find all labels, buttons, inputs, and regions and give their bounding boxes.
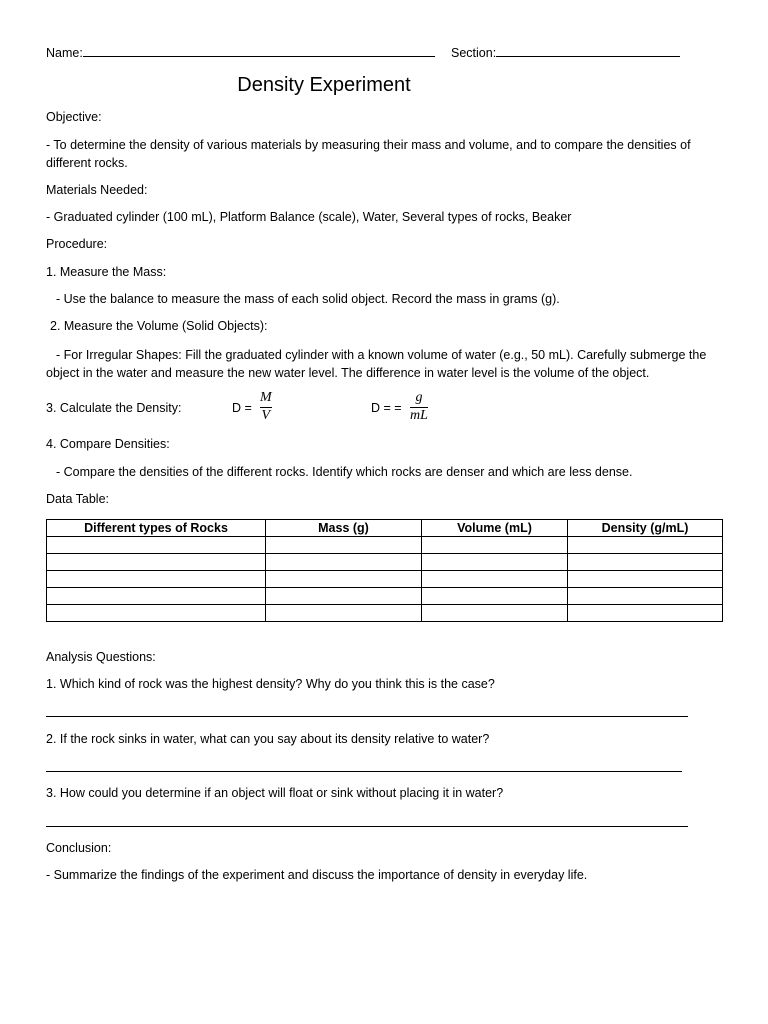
table-cell[interactable] xyxy=(47,571,266,588)
table-row xyxy=(47,571,723,588)
table-cell[interactable] xyxy=(568,537,723,554)
formula2-fraction xyxy=(410,391,428,423)
table-header-row xyxy=(47,520,723,537)
column-header: Density (g/mL) xyxy=(568,520,723,537)
materials-heading: Materials Needed: xyxy=(46,183,148,197)
table-cell[interactable] xyxy=(47,554,266,571)
step1-heading: 1. Measure the Mass: xyxy=(46,265,167,279)
table-cell[interactable] xyxy=(47,605,266,622)
table-cell[interactable] xyxy=(422,554,568,571)
formula2-lhs: D = = xyxy=(371,401,402,415)
question-1: 1. Which kind of rock was the highest density? Why do you think this is the case? xyxy=(46,677,495,691)
objective-text: - To determine the density of various materials by measuring their mass and volume, and to compare the densities of different rocks. xyxy=(46,138,691,170)
section-label: Section: xyxy=(451,46,497,60)
formula1-lhs: D = xyxy=(232,401,252,415)
table-cell[interactable] xyxy=(266,571,422,588)
objective-heading: Objective: xyxy=(46,110,102,124)
step2-text: - For Irregular Shapes: Fill the graduated cylinder with a known volume of water (e.g., 50 mL). Carefully submerge the object in the water and measure the new water level. The difference in water level is the volume of the object. xyxy=(46,348,707,380)
section-blank[interactable] xyxy=(496,44,680,57)
table-row xyxy=(47,554,723,571)
table-cell[interactable] xyxy=(266,554,422,571)
data-table xyxy=(46,519,723,622)
table-row xyxy=(47,588,723,605)
table-cell[interactable] xyxy=(568,588,723,605)
step3-heading: 3. Calculate the Density: xyxy=(46,401,182,415)
column-header: Different types of Rocks xyxy=(47,520,266,537)
data-table-heading: Data Table: xyxy=(46,492,110,506)
name-field[interactable] xyxy=(46,44,435,61)
analysis-heading: Analysis Questions: xyxy=(46,650,156,664)
answer-line-1[interactable] xyxy=(46,716,688,717)
formula2-numerator: g xyxy=(415,390,423,405)
table-cell[interactable] xyxy=(422,537,568,554)
table-cell[interactable] xyxy=(422,605,568,622)
materials-text: - Graduated cylinder (100 mL), Platform Balance (scale), Water, Several types of rocks, Beaker xyxy=(46,210,572,224)
table-cell[interactable] xyxy=(568,605,723,622)
table-cell[interactable] xyxy=(47,537,266,554)
table-row xyxy=(47,537,723,554)
formula2-denominator: mL xyxy=(410,408,428,423)
formula1-fraction xyxy=(260,391,272,423)
question-2: 2. If the rock sinks in water, what can you say about its density relative to water? xyxy=(46,732,490,746)
table-cell[interactable] xyxy=(47,588,266,605)
table-cell[interactable] xyxy=(422,571,568,588)
step1-text: - Use the balance to measure the mass of each solid object. Record the mass in grams (g). xyxy=(56,292,560,306)
section-field[interactable] xyxy=(451,44,680,61)
procedure-heading: Procedure: xyxy=(46,237,108,251)
answer-line-3[interactable] xyxy=(46,826,688,827)
conclusion-text: - Summarize the findings of the experiment and discuss the importance of density in everyday life. xyxy=(46,868,588,882)
answer-line-2[interactable] xyxy=(46,771,682,772)
column-header: Volume (mL) xyxy=(422,520,568,537)
page-title: Density Experiment xyxy=(237,74,411,96)
step4-text: - Compare the densities of the different rocks. Identify which rocks are denser and which are less dense. xyxy=(56,465,633,479)
name-label: Name: xyxy=(46,46,83,60)
question-3: 3. How could you determine if an object will float or sink without placing it in water? xyxy=(46,786,504,800)
step2-heading: 2. Measure the Volume (Solid Objects): xyxy=(50,319,268,333)
step4-heading: 4. Compare Densities: xyxy=(46,437,170,451)
table-cell[interactable] xyxy=(266,605,422,622)
conclusion-heading: Conclusion: xyxy=(46,841,112,855)
table-cell[interactable] xyxy=(266,537,422,554)
name-blank[interactable] xyxy=(83,44,435,57)
table-cell[interactable] xyxy=(422,588,568,605)
formula1-numerator: M xyxy=(260,390,272,405)
table-cell[interactable] xyxy=(568,554,723,571)
table-cell[interactable] xyxy=(568,571,723,588)
column-header: Mass (g) xyxy=(266,520,422,537)
table-row xyxy=(47,605,723,622)
table-cell[interactable] xyxy=(266,588,422,605)
formula1-denominator: V xyxy=(261,408,271,423)
